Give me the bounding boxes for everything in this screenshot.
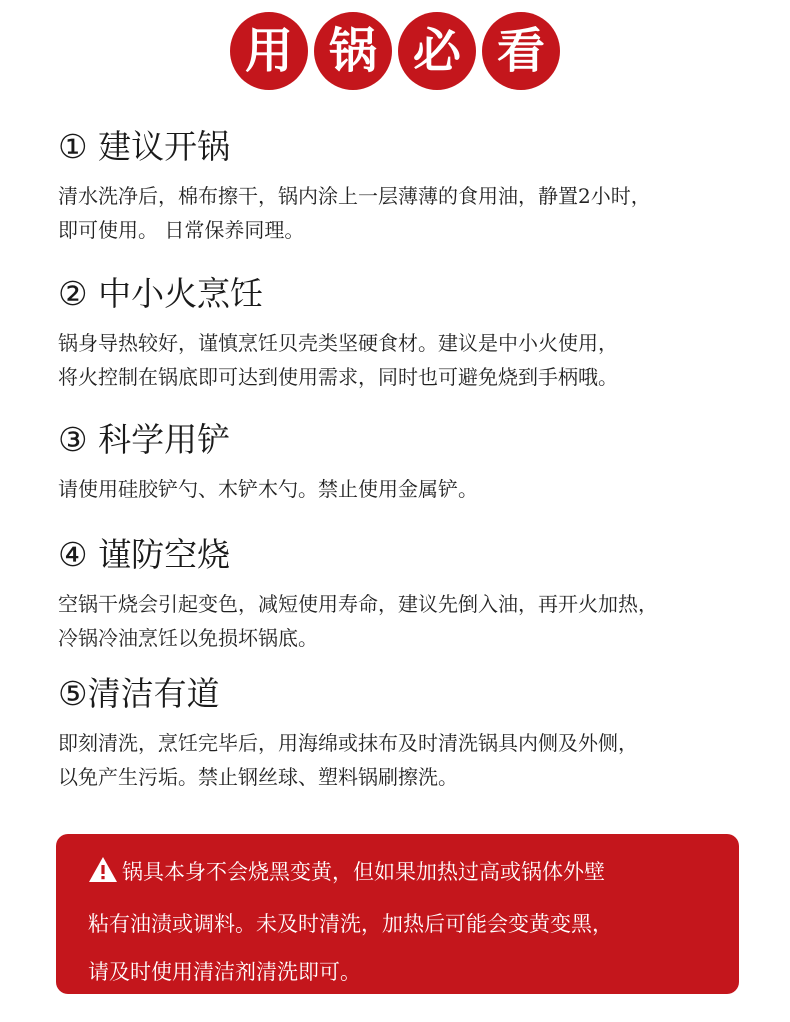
- body-line: 清水洗净后，棉布擦干，锅内涂上一层薄薄的食用油，静置2小时，: [58, 184, 651, 208]
- section-title: ⑤清洁有道: [58, 674, 220, 713]
- section-title: ④ 谨防空烧: [58, 535, 231, 574]
- warning-text: 锅具本身不会烧黑变黄，但如果加热过高或锅体外壁: [122, 860, 605, 884]
- section-body: [58, 472, 758, 506]
- title-char-circle: 必: [398, 12, 476, 90]
- body-line: 冷锅冷油烹饪以免损坏锅底。: [58, 626, 318, 650]
- title-banner: [0, 12, 790, 98]
- section-body: [58, 587, 758, 655]
- section-title: ② 中小火烹饪: [58, 274, 264, 313]
- title-char-circle: 用: [230, 12, 308, 90]
- body-line: 锅身导热较好，谨慎烹饪贝壳类坚硬食材。建议是中小火使用，: [58, 331, 618, 355]
- warning-box: [56, 834, 739, 994]
- section-cleaning: [58, 674, 758, 794]
- section-seasoning: [58, 127, 758, 247]
- section-body: [58, 726, 758, 794]
- title-char-circle: 看: [482, 12, 560, 90]
- body-line: 将火控制在锅底即可达到使用需求，同时也可避免烧到手柄哦。: [58, 365, 618, 389]
- warning-icon: [88, 852, 118, 900]
- warning-line: [88, 848, 739, 900]
- warning-line: 请及时使用清洁剂清洗即可。: [88, 960, 361, 984]
- section-spatula: [58, 420, 758, 506]
- body-line: 空锅干烧会引起变色，减短使用寿命，建议先倒入油，再开火加热，: [58, 592, 658, 616]
- warning-line: 粘有油渍或调料。未及时清洗，加热后可能会变黄变黑，: [88, 912, 613, 936]
- section-title: ① 建议开锅: [58, 127, 231, 166]
- section-title: ③ 科学用铲: [58, 420, 231, 459]
- title-char-circle: 锅: [314, 12, 392, 90]
- section-body: [58, 179, 758, 247]
- section-dry-heat: [58, 535, 758, 655]
- section-heat: [58, 274, 758, 394]
- body-line: 即刻清洗，烹饪完毕后，用海绵或抹布及时清洗锅具内侧及外侧，: [58, 731, 638, 755]
- body-line: 请使用硅胶铲勺、木铲木勺。禁止使用金属铲。: [58, 477, 478, 501]
- body-line: 即可使用。 日常保养同理。: [58, 218, 305, 242]
- section-body: [58, 326, 758, 394]
- body-line: 以免产生污垢。禁止钢丝球、塑料锅刷擦洗。: [58, 765, 458, 789]
